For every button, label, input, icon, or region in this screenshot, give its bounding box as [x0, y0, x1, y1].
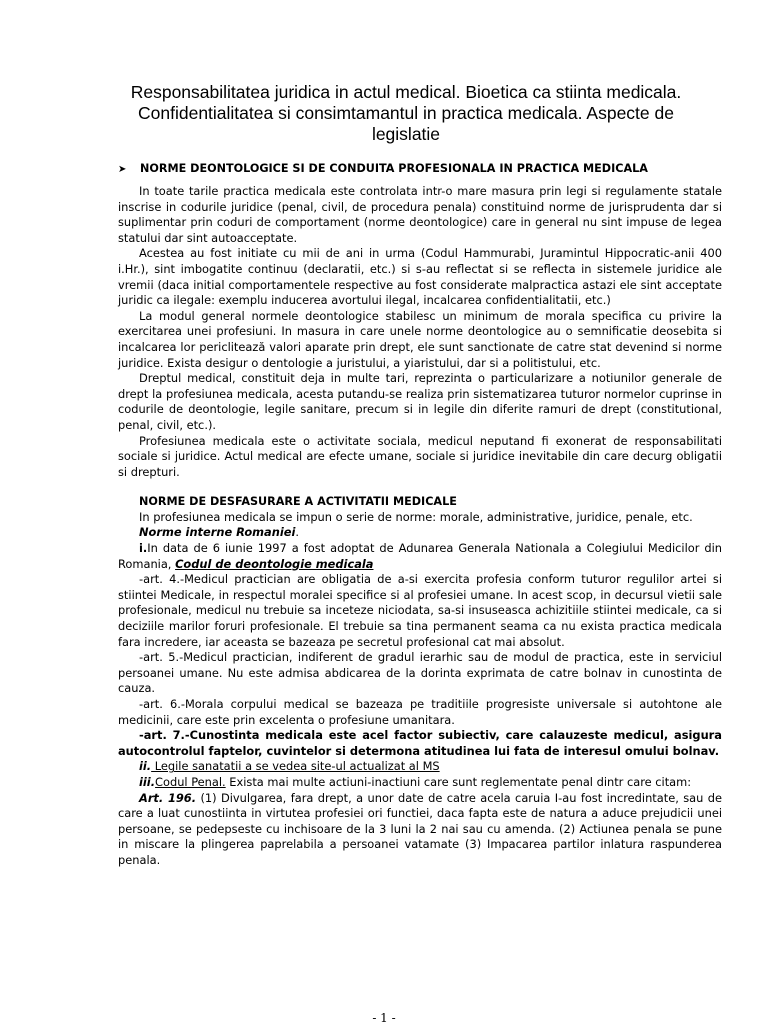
article-4: -art. 4.-Medicul practician are obligatia de a-si exercita profesia conform tuturor regulilor artei si stiintei Medicale, in respectul moralei specifice si al profesiei umane. In acest scop, in decursul vietii sale profesionale, medicul nu trebuie sa inceteze niciodata, sa-si insuseasca achizitiile stiintei medicale, ca si deciziile marilor foruri profesionale. El trebuie sa tina permanent seama ca nu exista practica medicala fara incredere, iar aceasta se bazeaza pe secretul profesional cat mai absolut. [118, 572, 722, 649]
section-heading-text: NORME DEONTOLOGICE SI DE CONDUITA PROFESIONALA IN PRACTICA MEDICALA [140, 162, 648, 175]
codul-penal-link[interactable]: Codul Penal. [155, 774, 226, 789]
item-label: iii. [139, 774, 156, 789]
paragraph: In profesiunea medicala se impun o serie de norme: morale, administrative, juridice, penale, etc. [139, 509, 693, 524]
paragraph [118, 791, 722, 869]
title-line: legislatie [371, 124, 441, 144]
paragraph: In toate tarile practica medicala este controlata intr-o mare masura prin legi si regulamente statale inscrise in codurile juridice (penal, civil, de procedura penala) constituind norme de jurisprudenta dar si suplimentar prin coduri de comportament (norme deontologice) care in general nu sint impuse de legea statului dar sint autoacceptate. [118, 184, 722, 245]
article-196-text: (1) Divulgarea, fara drept, a unor date de catre acela caruia I-au fost incredintate, sau de care a luat cunostiinta in virtutea profesiei ori functiei, daca fapta este de natura a aduce prejudicii unei persoane, se pedepseste cu inchisoare de la 3 luni la 2 nai sau cu amenda. (2) Actiunea penala se pune in miscare la plingerea paprelabila a persoanei vatamate (3) Impacarea partilor inlatura raspunderea penala. [118, 790, 723, 867]
punctuation: . [295, 525, 299, 540]
paragraph [118, 759, 722, 775]
article-7: -art. 7.-Cunostinta medicala este acel factor subiectiv, care calauzeste medicul, asigura autocontrolul faptelor, cuvintelor si determona atitudinea lui fata de interesul omului bolnav. [118, 728, 722, 758]
document-title [100, 82, 712, 145]
codul-deontologie-link[interactable]: Codul de deontologie medicala [175, 556, 374, 571]
paragraph: La modul general normele deontologice stabilesc un minimum de morala specifica cu privire la exercitarea unei profesiuni. In masura in care unele norme deontologice au o semnificatie deosebita si incalcarea lor periclitează valori aparate prin drept, ele sunt sanctionate de catre stat devenind si norme juridice. Exista desigur o dentologie a juristului, a yiaristului, dar si a politistului, etc. [118, 308, 722, 370]
item-text: In data de 6 iunie 1997 a fost adoptat de Adunarea Generala Nationala a Colegiului Medicilor din Romania, [118, 541, 722, 571]
title-line: Confidentialitatea si consimtamantul in practica medicala. Aspecte de [138, 103, 674, 123]
arrow-bullet-icon: ➤ [118, 164, 127, 175]
item-text: Exista mai multe actiuni-inactiuni care sunt reglementate penal dintr care citam: [225, 774, 692, 789]
item-label: ii. [139, 759, 152, 774]
section-heading [118, 162, 738, 175]
paragraph [118, 775, 722, 791]
article-6: -art. 6.-Morala corpului medical se bazeaza pe traditiile progresiste universale si autohtone ale medicinii, care este prin excelenta o profesiune umanitara. [118, 697, 722, 727]
article-196-label: Art. 196. [139, 790, 197, 805]
paragraph: Acestea au fost initiate cu mii de ani in urma (Codul Hammurabi, Juramintul Hippocratic-anii 400 i.Hr.), sint imbogatite continuu (declaratii, etc.) si s-au reflectat si se reflecta in sistemele juridice ale vremii (daca initial comportamentele respective au fost considerate malpractica astazi ele sint acceptate juridic ca ilegale: exemplu inducerea avortului ilegal, incalcarea confidentialitatii, etc.) [118, 246, 722, 308]
spacer [118, 480, 722, 494]
paragraph [118, 541, 722, 572]
page-number: - 1 - [372, 1011, 396, 1025]
norme-interne-heading: Norme interne Romaniei [139, 525, 296, 540]
title-line: Responsabilitatea juridica in actul medical. Bioetica ca stiinta medicala. [130, 82, 682, 102]
legile-sanatatii-link[interactable]: Legile sanatatii a se vedea site-ul actualizat al MS [151, 759, 440, 774]
document-body [118, 184, 722, 869]
item-label: i. [139, 541, 148, 556]
paragraph: Dreptul medical, constituit deja in multe tari, reprezinta o particularizare a notiunilor generale de drept la profesiunea medicala, acesta putandu-se realiza prin sistematizarea tuturor normelor cuprinse in codurile de deontologie, legile sanitare, precum si in legile din diferite ramuri de drept (constitutional, penal, civil, etc.). [118, 371, 722, 432]
paragraph: Profesiunea medicala este o activitate sociala, medicul neputand fi exonerat de responsabilitati sociale si juridice. Actul medical are efecte umane, sociale si juridice inevitabile din care decurg obligatii si drepturi. [118, 433, 722, 479]
paragraph [118, 525, 722, 541]
article-5: -art. 5.-Medicul practician, indiferent de gradul ierarhic sau de modul de practica, este in serviciul persoanei umane. Nu este admisa abdicarea de la dorinta exprimata de catre bolnav in cunostinta de cauza. [118, 650, 722, 696]
subsection-heading: NORME DE DESFASURARE A ACTIVITATII MEDICALE [139, 495, 457, 509]
